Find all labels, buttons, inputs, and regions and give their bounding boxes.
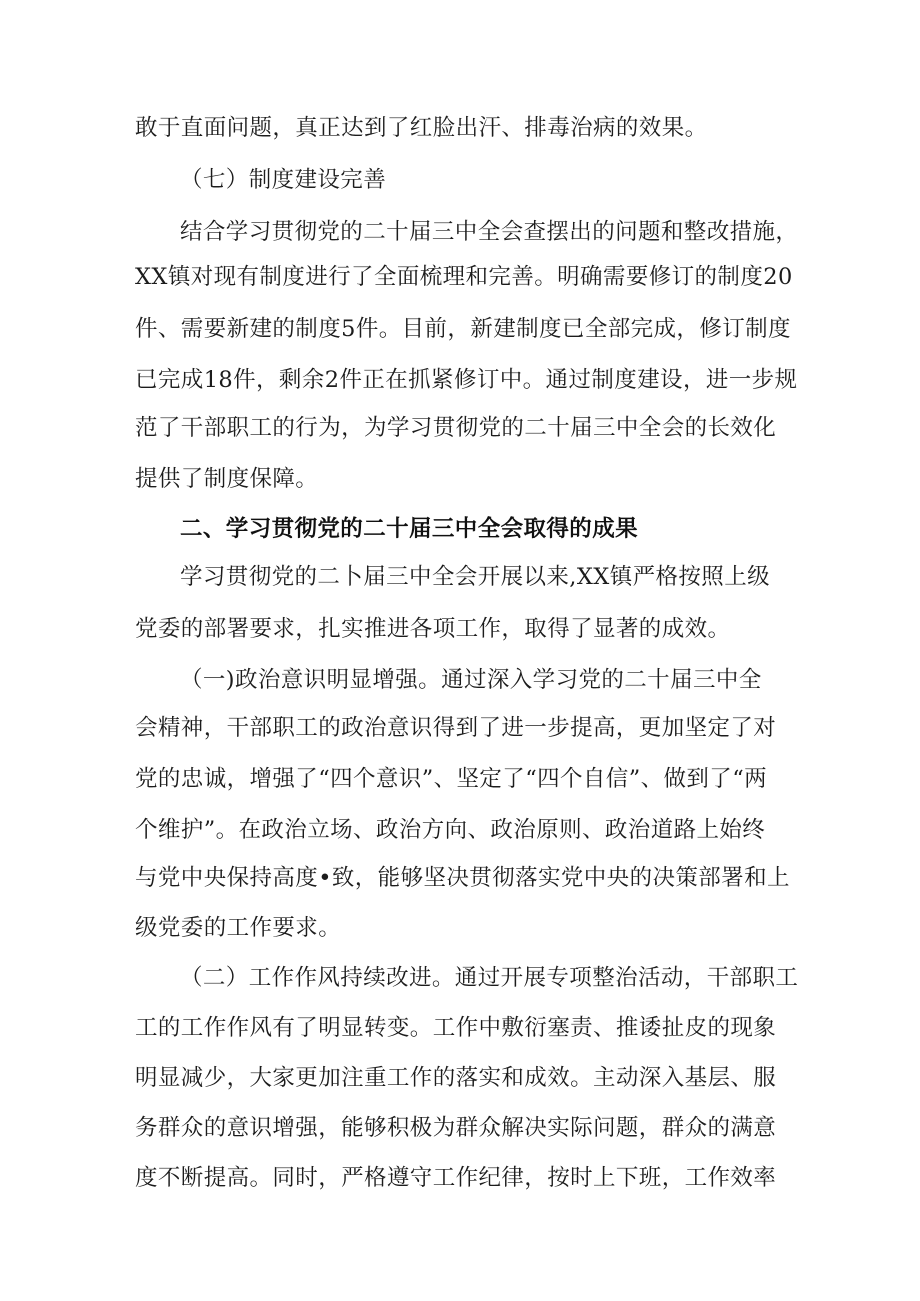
text-line-1: 敢于直面问题，真正达到了红脸出汗、排毒治病的效果。 (135, 115, 708, 141)
text-line-19: 工的工作作风有了明显转变。工作中敷衍塞责、推诿扯皮的现象 (135, 1015, 777, 1041)
text-line-10: 学习贯彻党的二卜届三中全会开展以来,XX镇严格按照上级 (180, 564, 770, 590)
section-heading-7: （七）制度建设完善 (180, 167, 387, 193)
text-line-6: 已完成18件，剩余2件正在抓紧修订中。通过制度建设，进一步规 (135, 367, 798, 393)
text-line-16: 与党中央保持高度•致，能够坚决贯彻落实党中央的决策部署和上 (135, 865, 790, 891)
text-line-5: 件、需要新建的制度5件。目前，新建制度已全部完成，修订制度 (135, 316, 791, 342)
text-line-11: 党委的部署要求，扎实推进各项工作，取得了显著的成效。 (135, 616, 731, 642)
text-line-21: 务群众的意识增强，能够积极为群众解决实际问题，群众的满意 (135, 1115, 777, 1141)
text-line-22: 度不断提高。同时，严格遵守工作纪律，按时上下班，工作效率 (135, 1165, 777, 1191)
text-line-15: 个维护”。在政治立场、政治方向、政治原则、政治道路上始终 (135, 817, 766, 843)
text-line-4: XX镇对现有制度进行了全面梳理和完善。明确需要修订的制度20 (135, 264, 793, 290)
text-line-12: （一)政治意识明显增强。通过深入学习党的二十届三中全 (180, 667, 762, 693)
text-line-20: 明显减少，大家更加注重工作的落实和成效。主动深入基层、服 (135, 1065, 777, 1091)
text-line-14: 党的忠诚，增强了“四个意识”、坚定了“四个自信”、做到了“两 (135, 766, 768, 792)
text-line-17: 级党委的工作要求。 (135, 915, 342, 941)
text-line-7: 范了干部职工的行为，为学习贯彻党的二十届三中全会的长效化 (135, 415, 777, 441)
chapter-heading-2: 二、学习贯彻党的二十届三中全会取得的成果 (180, 516, 639, 542)
text-line-3: 结合学习贯彻党的二十届三中全会查摆出的问题和整改措施， (180, 219, 799, 245)
text-line-8: 提供了制度保障。 (135, 466, 319, 492)
text-line-18: （二）工作作风持续改进。通过开展专项整治活动，干部职工 (180, 965, 799, 991)
text-line-13: 会精神，干部职工的政治意识得到了进一步提高，更加坚定了对 (135, 715, 777, 741)
